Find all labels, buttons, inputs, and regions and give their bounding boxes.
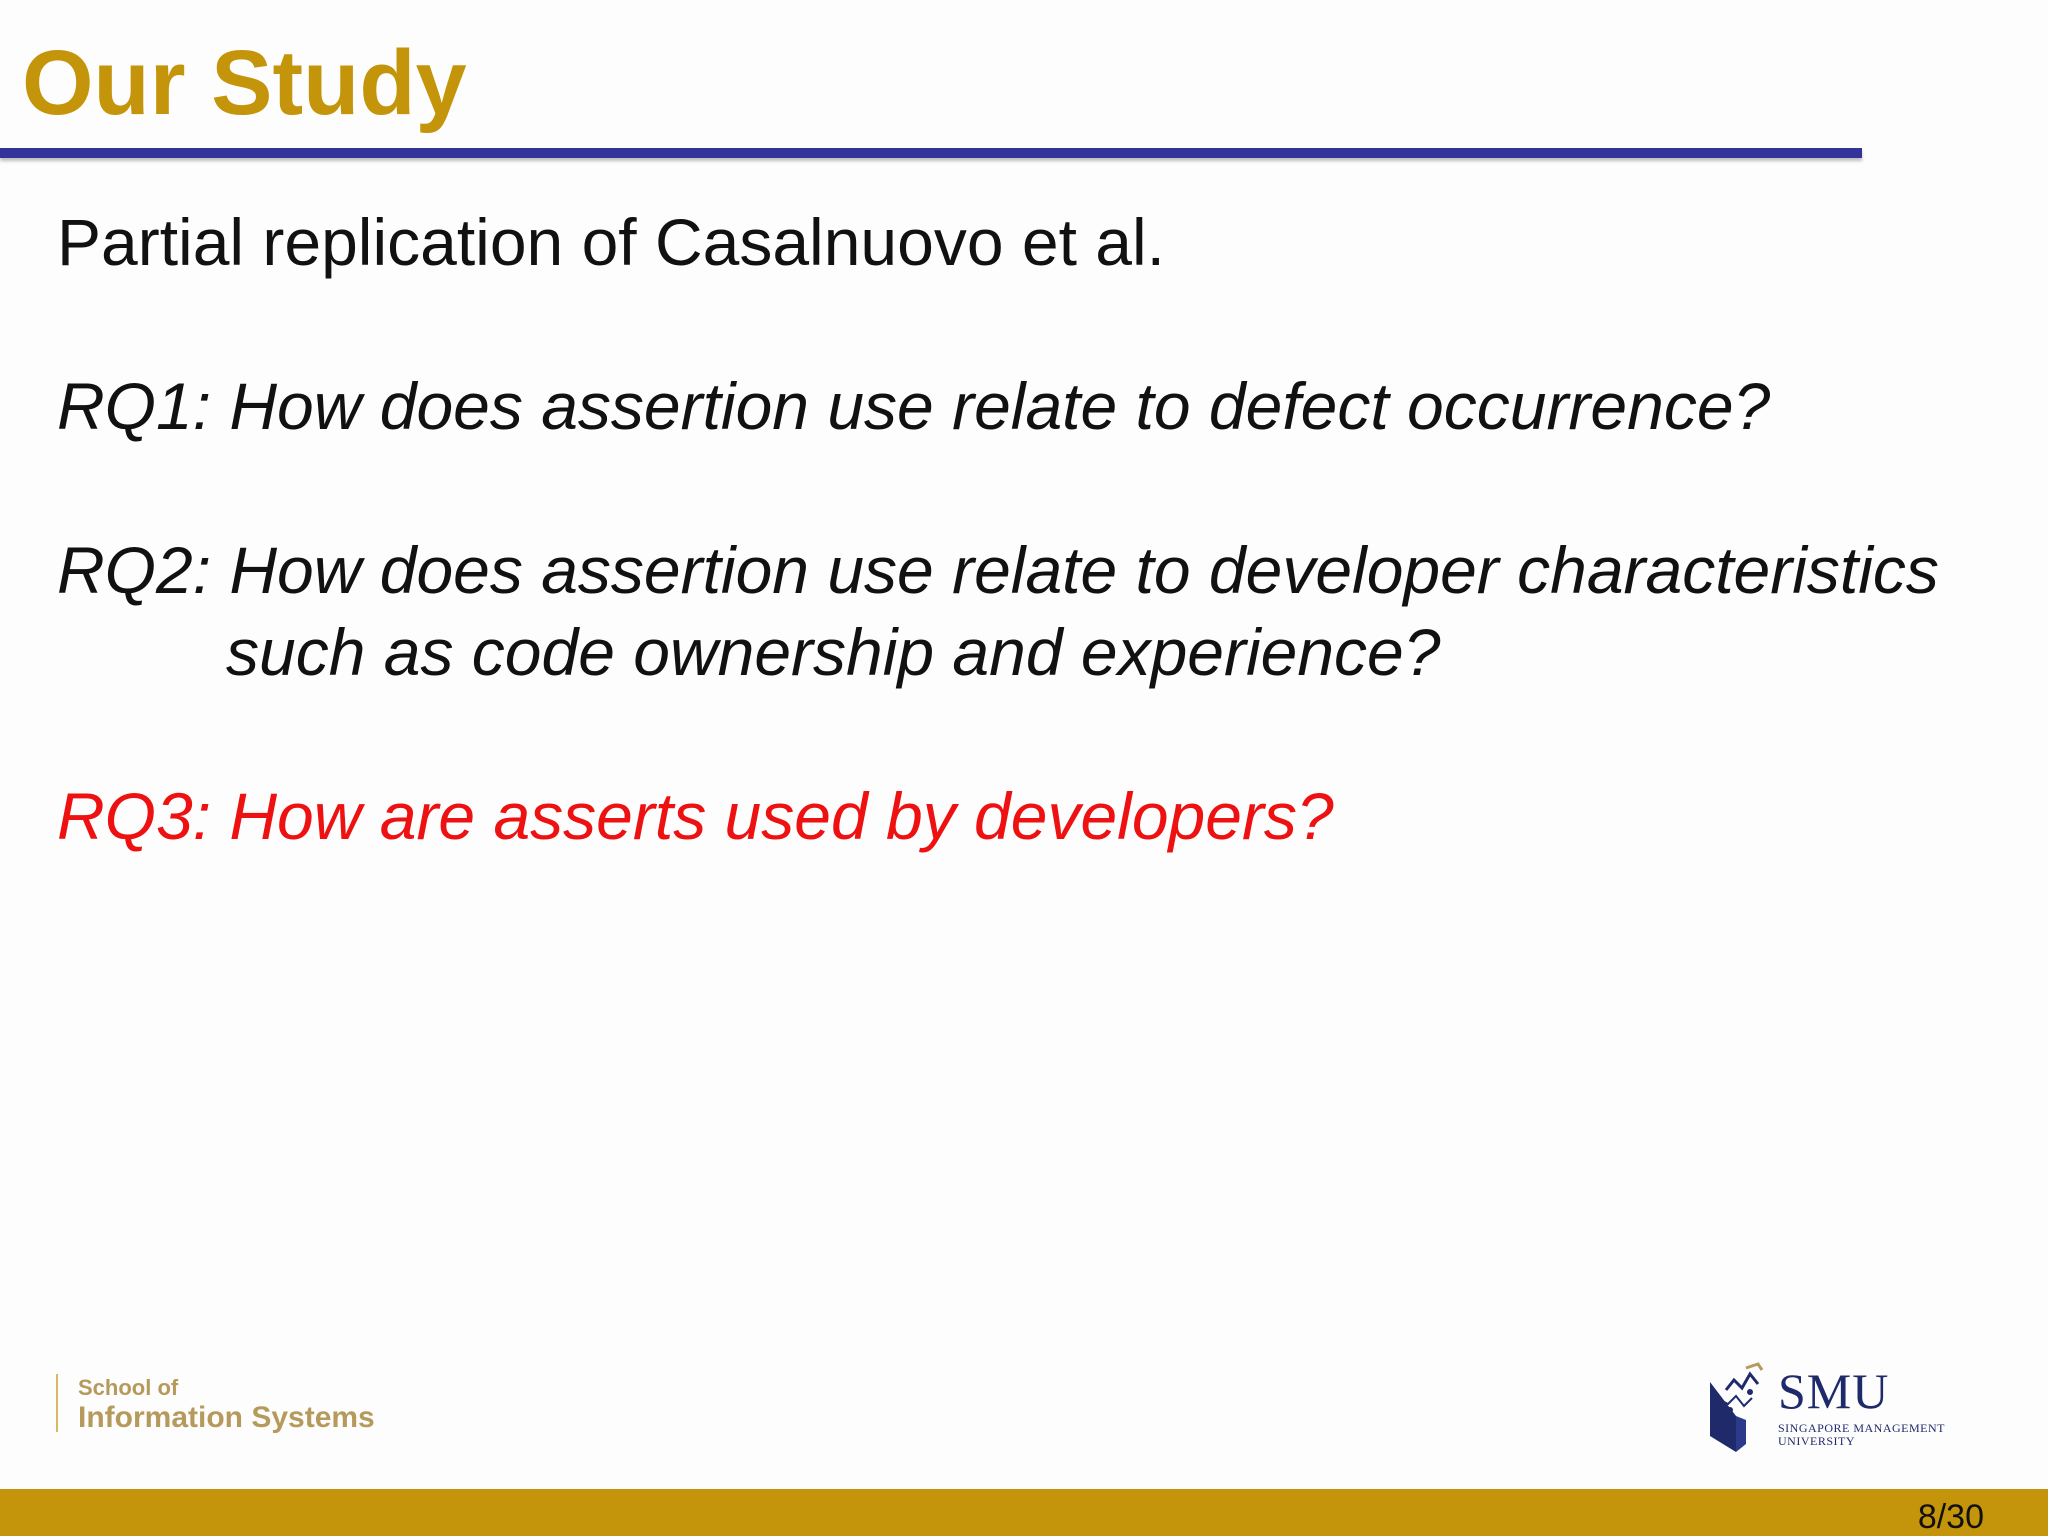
smu-logo [1706, 1360, 1956, 1460]
intro-text: Partial replication of Casalnuovo et al. [57, 205, 1165, 279]
title-divider [0, 148, 1862, 158]
smu-emblem-icon [1706, 1360, 1776, 1460]
page-number: 8/30 [1917, 1498, 1984, 1536]
research-question-2-line-1: RQ2: How does assertion use relate to developer characteristics [57, 533, 1939, 607]
research-question-2-line-2: such as code ownership and experience? [226, 615, 1441, 689]
smu-logo-name: SMU [1778, 1363, 1890, 1419]
footer-bar [0, 1489, 2048, 1536]
smu-logo-subtitle [1778, 1422, 1945, 1448]
school-label-small: School of [78, 1375, 179, 1400]
slide-title: Our Study [22, 32, 467, 134]
research-question-1: RQ1: How does assertion use relate to defect occurrence? [57, 369, 1771, 443]
school-label-large: Information Systems [78, 1401, 375, 1434]
research-question-3: RQ3: How are asserts used by developers? [57, 779, 1334, 853]
smu-logo-subtitle-line-2: UNIVERSITY [1778, 1434, 1855, 1448]
smu-logo-subtitle-line-1: SINGAPORE MANAGEMENT [1778, 1421, 1946, 1435]
school-logo [56, 1374, 375, 1432]
